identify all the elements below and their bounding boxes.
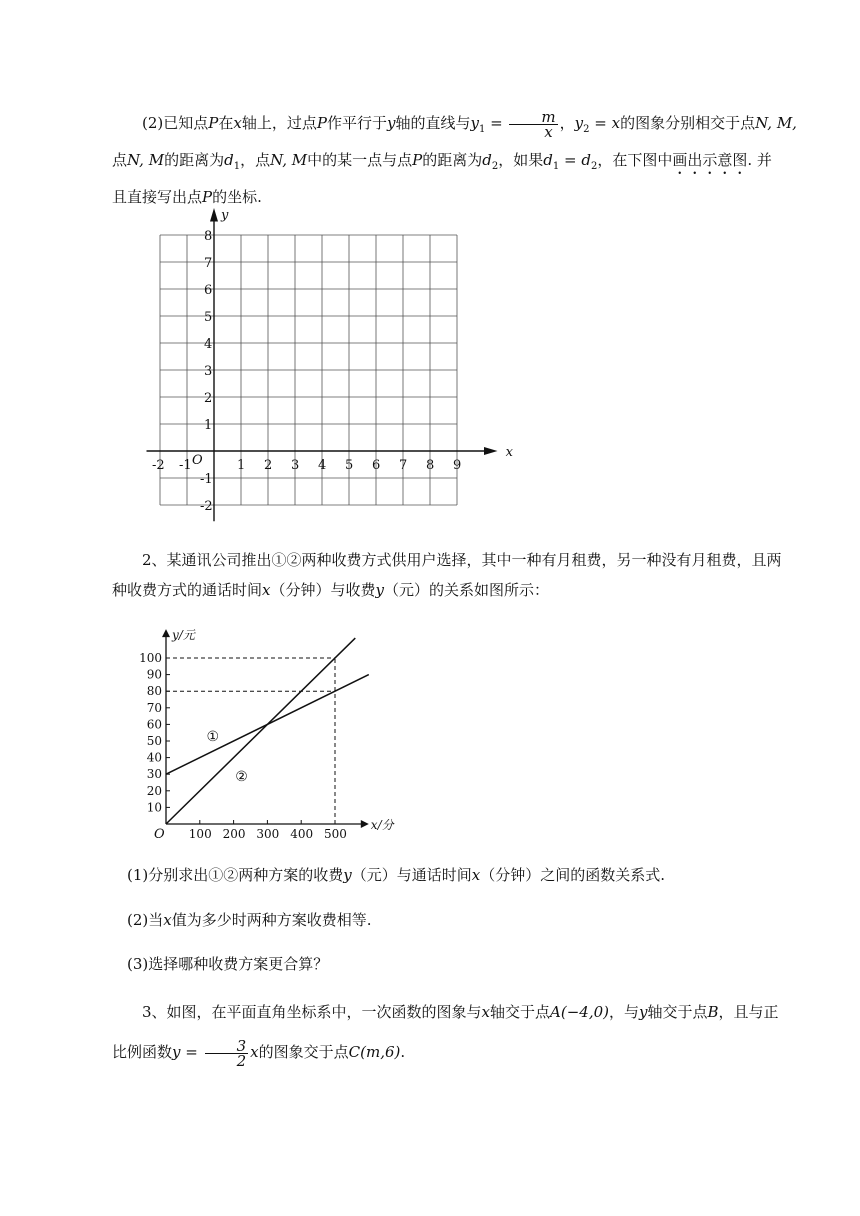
var: x (481, 1003, 491, 1021)
series-label-2: ② (235, 768, 248, 785)
text: （元）与通话时间 (351, 866, 472, 884)
q2-sub3 (127, 949, 817, 979)
var: d (543, 151, 553, 169)
text: ，与 (609, 1003, 640, 1021)
chart-labels (139, 628, 396, 842)
x-tick-label: 5 (345, 458, 354, 473)
text: 点 (112, 151, 128, 169)
var: y (172, 1043, 181, 1061)
series-line-2 (166, 638, 355, 824)
x-tick-label: 3 (291, 458, 300, 473)
coordinate-grid (140, 207, 513, 528)
text: 且直接写出点 (112, 188, 203, 206)
text: (2)已知点 (142, 114, 209, 132)
q1-part2-text (112, 108, 802, 212)
var: d (581, 151, 591, 169)
y-tick-label: 8 (204, 229, 213, 244)
text: 的图象分别相交于点 (620, 114, 756, 132)
x-axis-label: x/分 (370, 818, 394, 832)
var: N, M (127, 151, 165, 169)
y-tick-label: 90 (146, 667, 162, 682)
text: = (485, 114, 508, 132)
var: x (233, 114, 242, 132)
subscript: 1 (478, 124, 486, 135)
y-tick-label: 6 (204, 283, 213, 298)
fee-chart (130, 612, 420, 844)
var: N, M, (755, 114, 797, 132)
y-tick-label: -2 (200, 499, 213, 514)
x-tick-label: 7 (399, 458, 408, 473)
text: （分钟）与收费 (270, 581, 376, 599)
text: 3、如图，在平面直角坐标系中，一次函数的图象与 (142, 1003, 482, 1021)
point-b: B (707, 1003, 719, 1021)
text: ，点 (240, 151, 271, 169)
var: y (470, 114, 479, 132)
text: ，且与正 (718, 1003, 779, 1021)
var: y (639, 1003, 648, 1021)
y-tick-label: -1 (200, 472, 213, 487)
text: 在 (218, 114, 234, 132)
var: x (163, 911, 172, 929)
origin-label: O (192, 453, 203, 468)
series-label-1: ① (206, 729, 220, 745)
var: P (202, 188, 213, 206)
x-tick-label: 4 (318, 458, 327, 473)
y-tick-label: 3 (204, 364, 213, 379)
y-tick-label: 4 (204, 337, 213, 352)
q3-text (112, 992, 802, 1072)
fraction (205, 1036, 249, 1070)
x-tick-label: 9 (453, 458, 462, 473)
x-tick-label: 300 (256, 827, 280, 841)
emphasis-text: 画出示意图 (672, 151, 748, 169)
x-tick-label: 8 (426, 458, 435, 473)
x-tick-label: 400 (290, 827, 314, 841)
y-tick-label: 70 (146, 700, 162, 715)
x-tick-label: -2 (152, 458, 165, 473)
subscript: 1 (233, 161, 241, 172)
denominator: x (544, 122, 553, 141)
subscript: 1 (552, 161, 560, 172)
point-c: C(m,6) (348, 1043, 401, 1061)
var: y (343, 866, 352, 884)
text: 轴交于点 (647, 1003, 708, 1021)
q2-sub1 (127, 860, 817, 890)
x-tick-label: 2 (264, 458, 273, 473)
y-tick-label: 7 (204, 256, 213, 271)
y-tick-label: 2 (204, 391, 213, 406)
q2-sub2 (127, 905, 817, 935)
text: 轴上，过点 (241, 114, 317, 132)
var: y (375, 581, 384, 599)
x-tick-label: 200 (222, 827, 246, 841)
var: P (208, 114, 219, 132)
text: （元）的关系如图所示： (383, 581, 549, 599)
grid-labels (152, 208, 514, 514)
y-tick-label: 5 (204, 310, 213, 325)
y-tick-label: 10 (146, 800, 162, 815)
q2-text (112, 545, 802, 605)
y-tick-label: 1 (204, 418, 213, 433)
point-a: A(−4,0) (550, 1003, 609, 1021)
var: d (482, 151, 492, 169)
x-tick-label: -1 (179, 458, 192, 473)
text: 值为多少时两种方案收费相等. (171, 911, 372, 929)
text: = (559, 151, 582, 169)
chart-lines (166, 638, 369, 824)
text: (3)选择哪种收费方案更合算？ (127, 955, 329, 973)
text: ，如果 (498, 151, 544, 169)
y-axis-arrow (162, 629, 170, 637)
text: . (400, 1043, 406, 1061)
subscript: 2 (583, 124, 590, 135)
var: = x (589, 114, 621, 132)
text: 的距离为 (422, 151, 483, 169)
y-tick-label: 50 (146, 734, 162, 748)
x-axis-arrow (361, 820, 369, 828)
subscript: 2 (491, 161, 499, 172)
y-tick-label: 30 (146, 767, 162, 782)
subscript: 2 (590, 161, 598, 172)
text: ，在下图中 (597, 151, 673, 169)
numerator: 3 (205, 1039, 249, 1054)
numerator: m (509, 110, 557, 125)
text: 作平行于 (326, 114, 387, 132)
text: 轴交于点 (490, 1003, 551, 1021)
text: 轴的直线与 (395, 114, 471, 132)
x-axis-label: x (505, 445, 513, 460)
text: = (180, 1043, 203, 1061)
text: 的距离为 (164, 151, 225, 169)
denominator: 2 (236, 1051, 247, 1070)
var: P (316, 114, 327, 132)
y-tick-label: 60 (146, 717, 162, 732)
y-tick-label: 100 (139, 651, 162, 665)
var: y (574, 114, 584, 132)
fraction (509, 107, 557, 141)
text: (1)分别求出①②两种方案的收费 (127, 866, 344, 884)
x-axis-arrow (484, 447, 498, 455)
origin-label: O (154, 827, 165, 842)
var: d (224, 151, 234, 169)
var: x (262, 581, 271, 599)
text: 的坐标. (212, 188, 262, 206)
x-tick-label: 100 (188, 827, 212, 841)
y-tick-label: 20 (146, 783, 162, 798)
var: x (250, 1043, 259, 1061)
var: x (471, 866, 481, 884)
var: N, M (270, 151, 308, 169)
var: P (412, 151, 423, 169)
text: 比例函数 (112, 1043, 173, 1061)
x-tick-label: 500 (324, 827, 347, 841)
text: 2、某通讯公司推出①②两种收费方式供用户选择，其中一种有月租费，另一种没有月租费，且两 (142, 551, 782, 569)
y-tick-label: 40 (146, 750, 162, 765)
text: 的图象交于点 (258, 1043, 349, 1061)
x-tick-label: 1 (237, 458, 246, 473)
y-axis-label: y (221, 207, 229, 223)
text: ， (559, 114, 575, 132)
text: （分钟）之间的函数关系式. (480, 866, 665, 884)
text: 种收费方式的通话时间 (112, 581, 263, 599)
text: (2)当 (127, 911, 164, 929)
y-axis-label: y/元 (172, 628, 195, 643)
x-tick-label: 6 (372, 458, 381, 473)
y-tick-label: 80 (146, 684, 162, 699)
text: 中的某一点与点 (307, 151, 413, 169)
var: y (386, 114, 396, 132)
text: . 并 (747, 151, 772, 169)
